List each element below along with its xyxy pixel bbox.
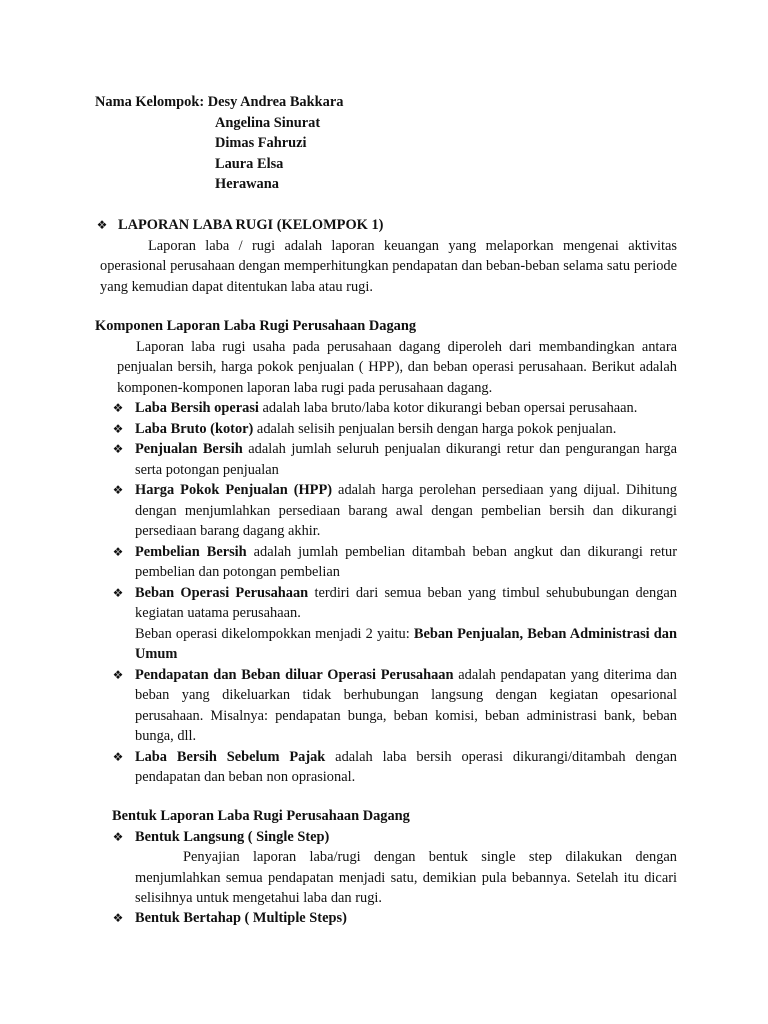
section-title: Komponen Laporan Laba Rugi Perusahaan Dagang [95,318,417,334]
group-label: Nama Kelompok: Desy Andrea Bakkara [95,94,344,110]
list-item-term: Bentuk Bertahap ( Multiple Steps) [135,910,347,926]
list-item: Laba Bruto (kotor) adalah selisih penjualan bersih dengan harga pokok penjualan. [135,420,617,437]
diamond-bullet-icon: ❖ [112,483,124,497]
section-intro: Laporan laba rugi usaha pada perusahaan dagang diperoleh dari membandingkan antara penjualan bersih, harga pokok penjualan ( HPP), dan beban operasi perusahaan. Berikut adalah komponen-komponen laporan laba rugi pada perusahaan dagang. [117,338,677,396]
diamond-bullet-icon: ❖ [112,442,124,456]
list-item: Pendapatan dan Beban diluar Operasi Perusahaan adalah pendapatan yang diterima dan beban yang dikeluarkan tidak berhubungan langsung dengan kegiatan opesarional perusahaan. Misalnya: pendapatan bunga, beban komisi, beban administrasi bank, beban bunga, dll. [135,666,677,745]
section-title: LAPORAN LABA RUGI (KELOMPOK 1) [118,217,384,233]
diamond-bullet-icon: ❖ [112,401,124,415]
member-1: Desy Andrea Bakkara [207,94,344,110]
section-body: Laporan laba / rugi adalah laporan keuangan yang melaporkan mengenai aktivitas operasional perusahaan dengan memperhitungkan pendapatan dan beban-beban selama satu periode yang kemudian dapat ditentukan laba atau rugi. [100,237,677,295]
list-item: Laba Bersih Sebelum Pajak adalah laba bersih operasi dikurangi/ditambah dengan pendapatan dan beban non oprasional. [135,748,677,786]
member-list [215,113,320,195]
diamond-bullet-icon: ❖ [112,585,124,600]
section-title: Bentuk Laporan Laba Rugi Perusahaan Dagang [112,808,410,824]
diamond-outline-bullet-icon: ❖ [112,749,124,764]
member-4: Laura Elsa [215,155,284,172]
member-3: Dimas Fahruzi [215,135,307,152]
member-2: Angelina Sinurat [215,114,321,131]
list-item-term: Bentuk Langsung ( Single Step) [135,828,330,845]
list-item: Pembelian Bersih adalah jumlah pembelian ditambah beban angkut dan dikurangi retur pembelian dan potongan pembelian [135,543,678,581]
diamond-bullet-icon: ❖ [112,421,124,436]
diamond-bullet-icon: ❖ [96,218,108,232]
member-5: Herawana [215,176,279,193]
list-item-body: Penyajian laporan laba/rugi dengan bentuk single step dilakukan dengan menjumlahkan semua pendapatan menjadi satu, demikian pula bebannya. Setelah itu dicari selisihnya untuk mengetahui laba dan rugi. [135,849,677,907]
diamond-outline-bullet-icon: ❖ [112,667,124,682]
list-item: Penjualan Bersih adalah jumlah seluruh penjualan dikurangi retur dan pengurangan harga serta potongan penjualan [135,441,677,478]
diamond-bullet-icon: ❖ [112,544,124,559]
list-item: Harga Pokok Penjualan (HPP) adalah harga perolehan persediaan yang dijual. Dihitung dengan menjumlahkan persediaan barang awal dengan pembelian bersih dan dikurangi persediaan barang dagang akhir. [135,482,678,540]
list-item: Beban Operasi Perusahaan terdiri dari semua beban yang timbul sehububungan dengan kegiatan uatama perusahaan. Beban operasi dikelompokkan menjadi 2 yaitu: Beban Penjualan, Beban Administrasi dan Umum [135,584,677,663]
diamond-bullet-icon: ❖ [112,911,124,925]
list-item: Laba Bersih operasi adalah laba bruto/laba kotor dikurangi beban opersai perusahaan. [135,400,638,416]
diamond-bullet-icon: ❖ [112,829,124,844]
